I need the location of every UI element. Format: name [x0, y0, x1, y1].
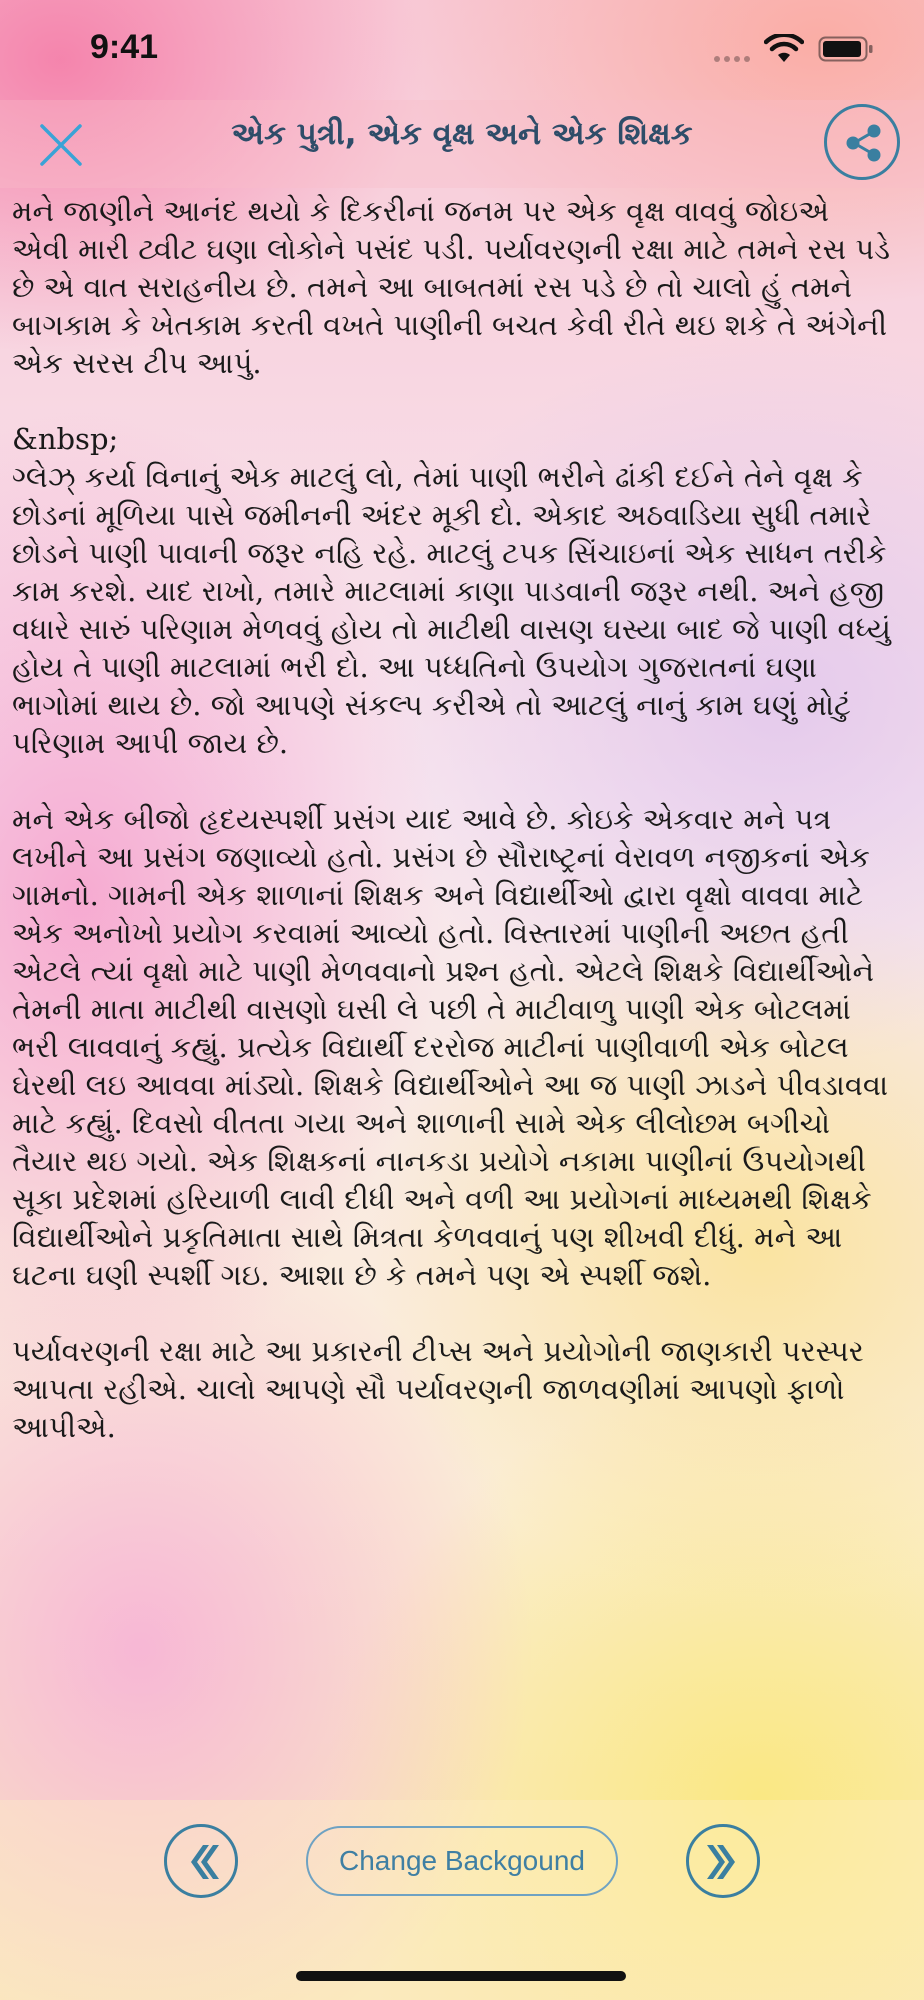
- previous-button[interactable]: [164, 1824, 238, 1898]
- next-button[interactable]: [686, 1824, 760, 1898]
- article-paragraph-3: મને એક બીજો હૃદયસ્પર્શી પ્રસંગ યાદ આવે છે. કોઇકે એકવાર મને પત્ર લખીને આ પ્રસંગ જણાવ્યો હતો. પ્રસંગ છે સૌરાષ્ટ્રનાં વેરાવળ નજીકનાં એક ગામનો. ગામની એક શાળાનાં શિક્ષક અને વિદ્યાર્થીઓ દ્વારા વૃક્ષો વાવવા માટે એક અનોખો પ્રયોગ કરવામાં આવ્યો હતો. વિસ્તારમાં પાણીની અછત હતી એટલે ત્યાં વૃક્ષો માટે પાણી મેળવવાનો પ્રશ્ન હતો. એટલે શિક્ષકે વિદ્યાર્થીઓને તેમની માતા માટીથી વાસણો ઘસી લે પછી તે માટીવાળુ પાણી એક બોટલમાં ભરી લાવવાનું કહ્યું. પ્રત્યેક વિદ્યાર્થી દરરોજ માટીનાં પાણીવાળી એક બોટલ ઘેરથી લઇ આવવા માંડ્યો. શિક્ષકે વિદ્યાર્થીઓને આ જ પાણી ઝાડને પીવડાવવા માટે કહ્યું. દિવસો વીતતા ગયા અને શાળાની સામે એક લીલોછમ બગીચો તૈયાર થઇ ગયો. એક શિક્ષકનાં નાનકડા પ્રયોગે નકામા પાણીનાં ઉપયોગથી સૂકા પ્રદેશમાં હરિયાળી લાવી દીધી અને વળી આ પ્રયોગનાં માધ્યમથી શિક્ષકે વિદ્યાર્થીઓને પ્રકૃતિમાતા સાથે મિત્રતા કેળવવાનું પણ શીખવી દીધું. મને આ ઘટના ઘણી સ્પર્શી ગઇ. આશા છે કે તમને પણ એ સ્પર્શી જશે.: [12, 802, 889, 1292]
- share-icon: [842, 122, 884, 164]
- page-title: એક પુત્રી, એક વૃક્ષ અને એક શિક્ષક: [231, 116, 693, 152]
- article-paragraph-4: પર્યાવરણની રક્ષા માટે આ પ્રકારની ટીપ્સ અને પ્રયોગોની જાણકારી પરસ્પર આપતા રહીએ. ચાલો આપણે સૌ પર્યાવરણની જાળવણીમાં આપણો ફાળો આપીએ.: [12, 1334, 864, 1444]
- share-button[interactable]: [824, 104, 900, 180]
- home-indicator[interactable]: [296, 1971, 626, 1981]
- article-paragraph-1: મને જાણીને આનંદ થયો કે દિકરીનાં જનમ પર એક વૃક્ષ વાવવું જોઇએ એવી મારી ટ્વીટ ઘણા લોકોને પસંદ પડી. પર્યાવરણની રક્ષા માટે તમને રસ પડે છે એ વાત સરાહનીય છે. તમને આ બાબતમાં રસ પડે છે તો ચાલો હું તમને બાગકામ કે ખેતકામ કરતી વખતે પાણીની બચત કેવી રીતે થઇ શકે તે અંગેની એક સરસ ટીપ આપું.: [12, 194, 891, 380]
- close-button[interactable]: [34, 118, 88, 172]
- article-content: [12, 192, 892, 1792]
- article-paragraph-2: ગ્લેઝ્ કર્યા વિનાનું એક માટલું લો, તેમાં પાણી ભરીને ઢાંકી દઈને તેને વૃક્ષ કે છોડનાં મૂળિયા પાસે જમીનની અંદર મૂકી દો. એકાદ અઠવાડિયા સુધી તમારે છોડને પાણી પાવાની જરૂર નહિ રહે. માટલું ટપક સિંચાઇનાં એક સાધન તરીકે કામ કરશે. યાદ રાખો, તમારે માટલામાં કાણા પાડવાની જરૂર નથી. અને હજી વધારે સારું પરિણામ મેળવવું હોય તો માટીથી વાસણ ઘસ્યા બાદ જે પાણી વધ્યું હોય તે પાણી માટલામાં ભરી દો. આ પધ્ધતિનો ઉપયોગ ગુજરાતનાં ઘણા ભાગોમાં થાય છે. જો આપણે સંકલ્પ કરીએ તો આટલું નાનું કામ ઘણું મોટું પરિણામ આપી જાય છે.: [12, 460, 891, 760]
- wifi-icon: [764, 34, 804, 64]
- status-time: 9:41: [90, 28, 159, 66]
- double-chevron-left-icon: [179, 1839, 225, 1885]
- battery-icon: [818, 36, 874, 62]
- bottom-bar: [0, 1800, 924, 2000]
- nav-bar: [0, 100, 924, 188]
- status-bar: [0, 0, 924, 100]
- article-raw-entity: &nbsp;: [12, 422, 119, 456]
- signal-dots-icon: [714, 56, 750, 62]
- double-chevron-right-icon: [701, 1839, 747, 1885]
- change-background-button[interactable]: Change Backgound: [306, 1826, 618, 1896]
- close-icon: [34, 118, 88, 172]
